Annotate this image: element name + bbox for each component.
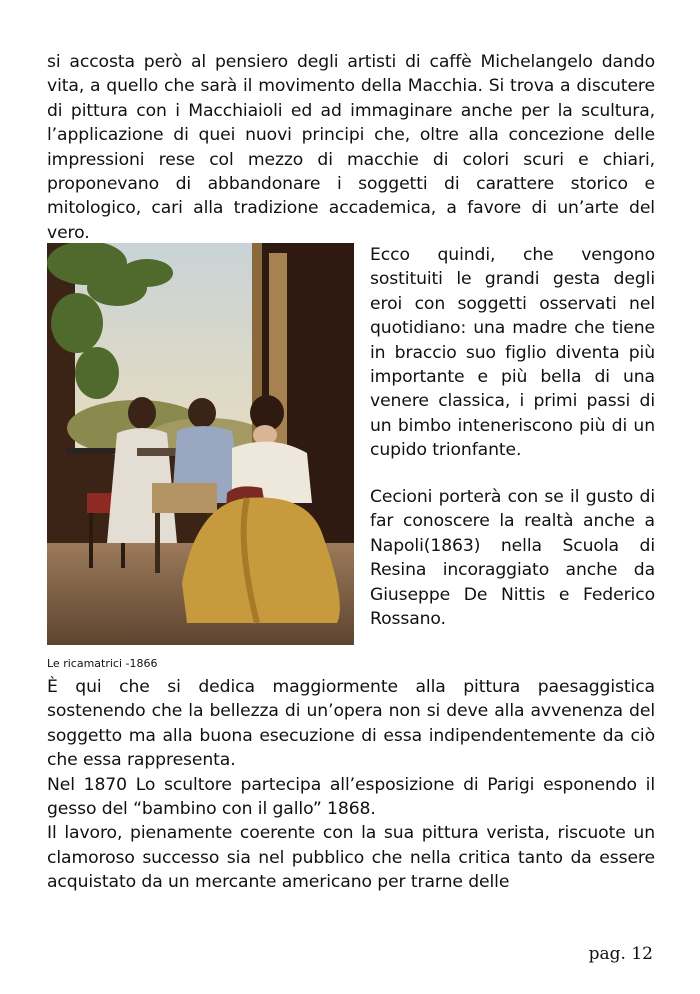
body-paragraph: Ecco quindi, che vengono sostituiti le grandi gesta degli eroi con soggetti osservati nel quotidiano: una madre che tiene in braccio suo figlio diventa più importante e più bella di una venere classica, i primi passi di un bimbo inteneriscono più di un cupido trionfante.	[370, 245, 655, 461]
body-paragraph: Il lavoro, pienamente coerente con la sua pittura verista, riscuote un clamoroso successo sia nel pubblico che nella critica tanto da essere acquistato da un mercante americano per trarne delle	[47, 823, 655, 893]
figure-caption: Le ricamatrici -1866	[47, 657, 158, 670]
painting-image	[47, 243, 354, 645]
body-paragraph: si accosta però al pensiero degli artisti di caffè Michelangelo dando vita, a quello che sarà il movimento della Macchia. Si trova a discutere di pittura con i Macchiaioli ed ad immaginare anche per la scultura, l’applicazione di quei nuovi principi che, oltre alla concezione delle impressioni rese col mezzo di macchie di colori scuri e chiari, proponevano di abbandonare i soggetti di carattere storico e mitologico, cari alla tradizione accademica, a favore di un’arte del vero.	[47, 52, 655, 243]
page-number: pag. 12	[588, 944, 653, 964]
painting-illustration	[47, 243, 354, 645]
body-text-block	[47, 675, 655, 895]
body-paragraph: È qui che si dedica maggiormente alla pittura paesaggistica sostenendo che la bellezza di un’opera non si deve alla avvenenza del soggetto ma alla buona esecuzione di essa indipendentemente da ciò che essa rappresenta.	[47, 677, 655, 771]
body-paragraph: Cecioni porterà con se il gusto di far conoscere la realtà anche a Napoli(1863) nella Scuola di Resina incoraggiato anche da Giuseppe De Nittis e Federico Rossano.	[370, 487, 655, 630]
body-paragraph: Nel 1870 Lo scultore partecipa all’esposizione di Parigi esponendo il gesso del “bambino con il gallo” 1868.	[47, 774, 655, 820]
